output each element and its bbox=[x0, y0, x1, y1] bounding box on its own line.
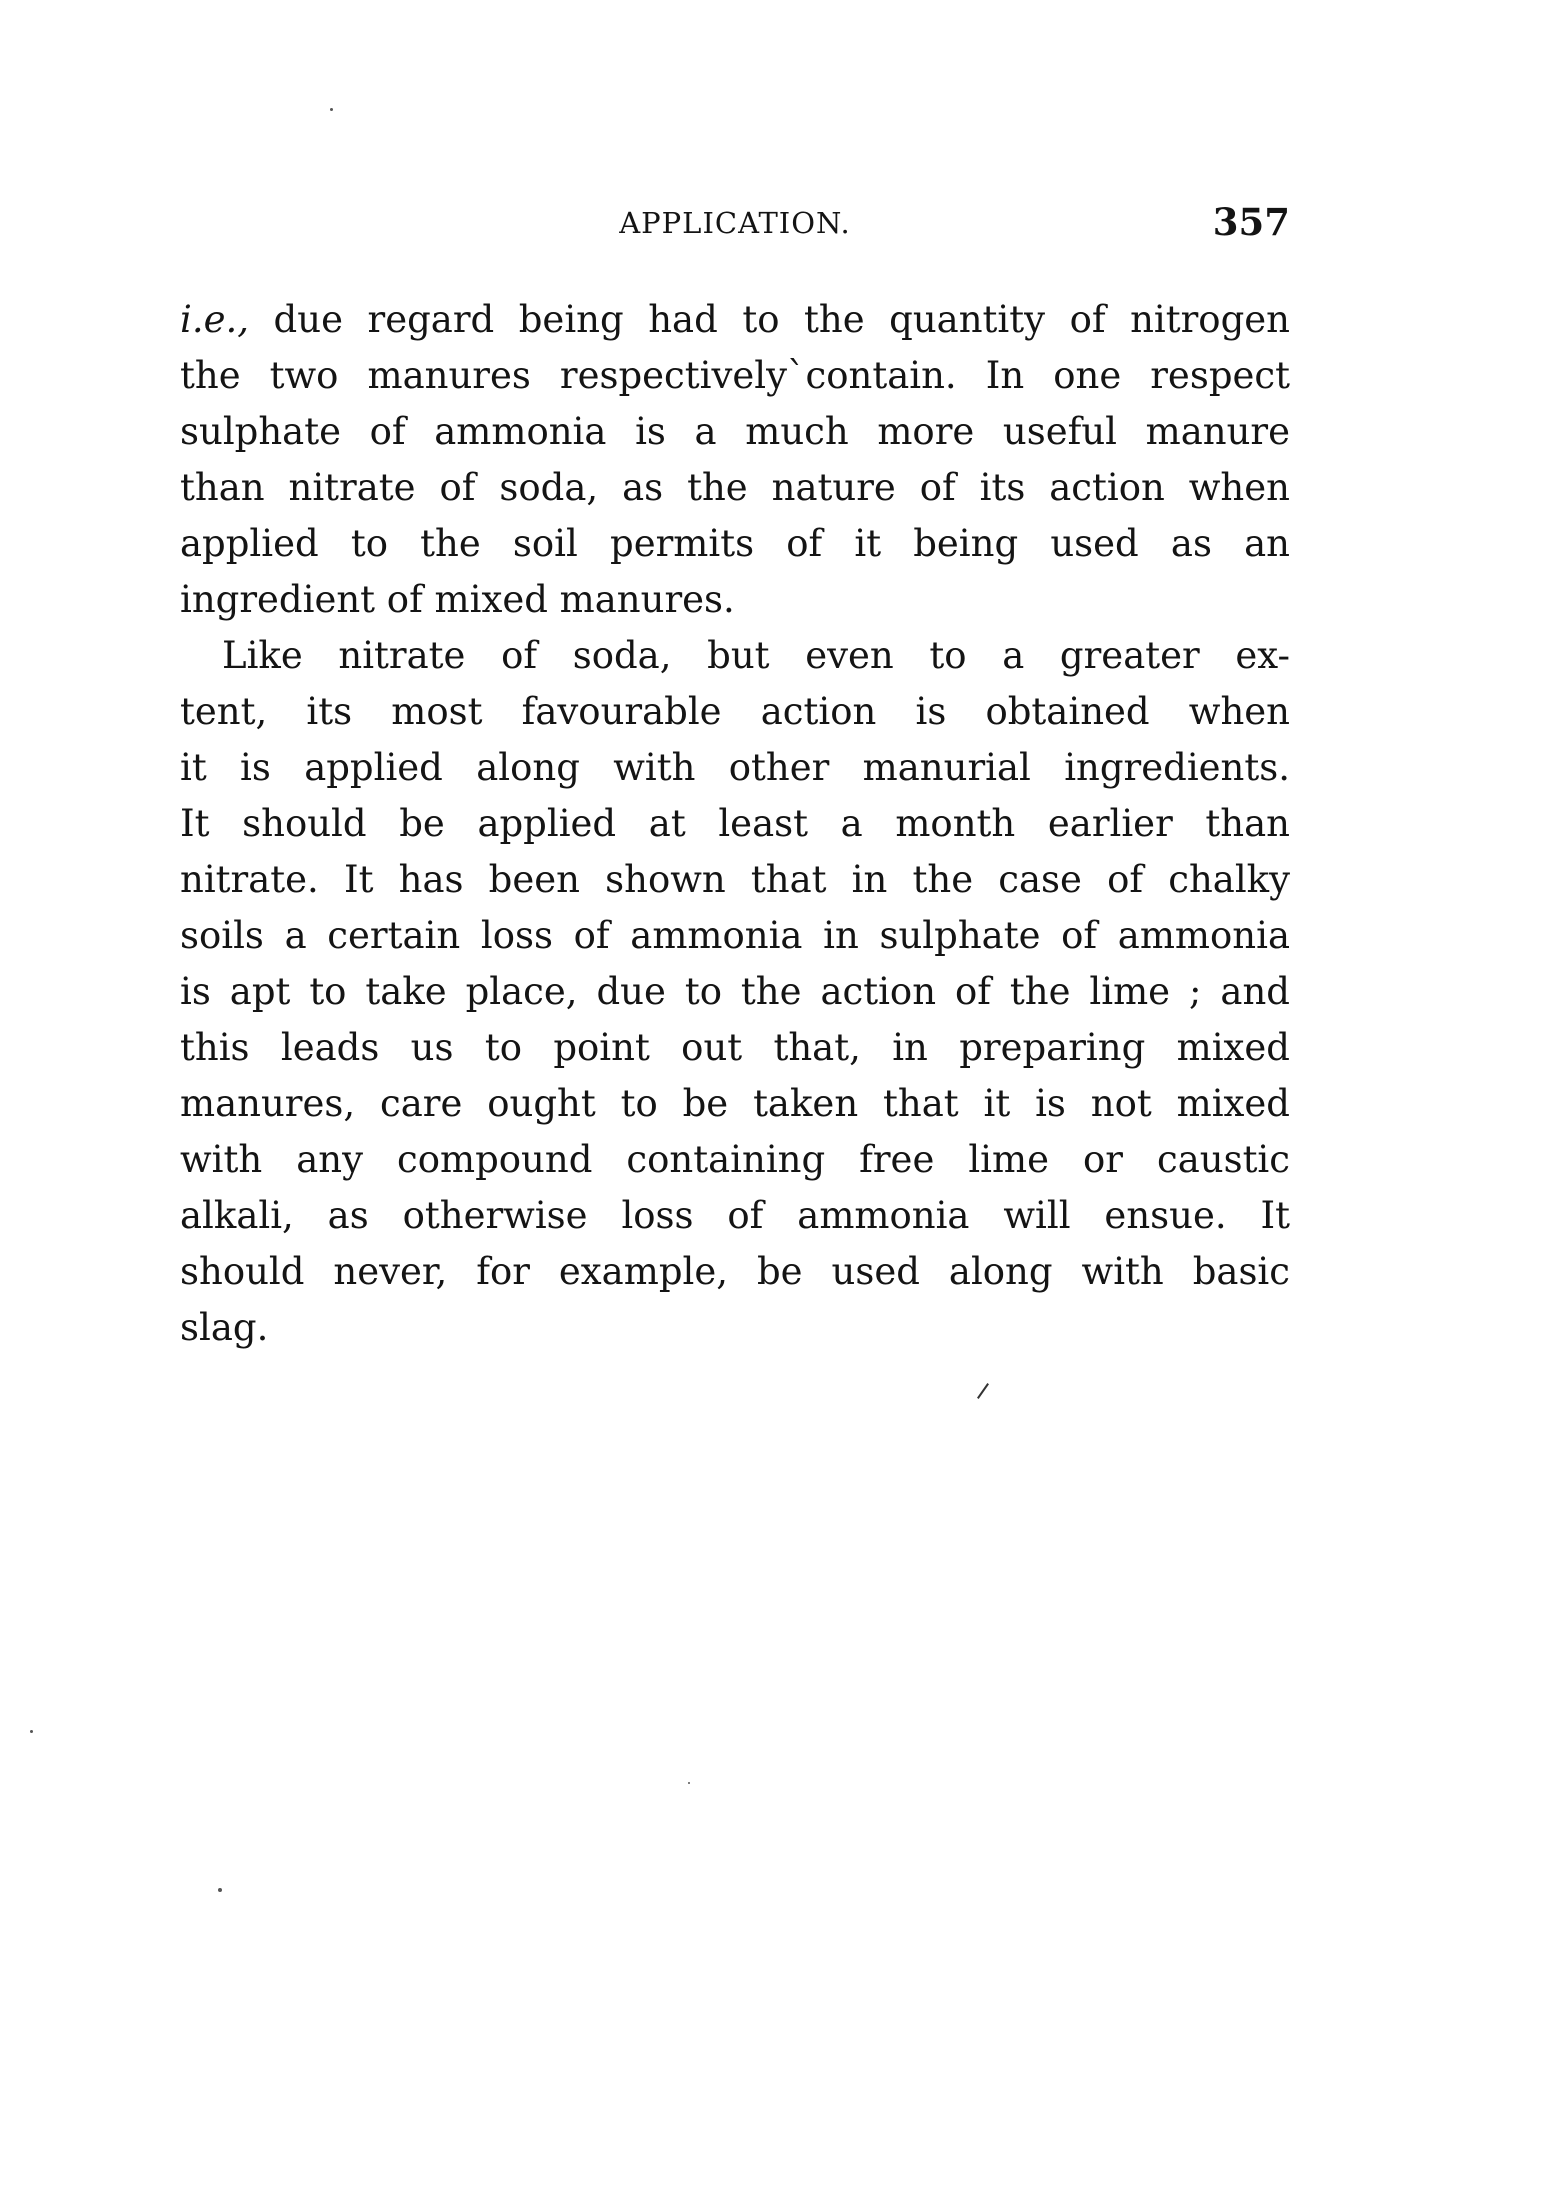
text-line: this leads us to point out that, in preparing mixed bbox=[180, 1026, 1290, 1069]
print-speck bbox=[30, 1730, 33, 1733]
text-line: is apt to take place, due to the action of the lime ; and bbox=[180, 970, 1290, 1013]
running-head bbox=[180, 200, 1290, 250]
print-speck bbox=[688, 1782, 690, 1784]
text-line: applied to the soil permits of it being used as an bbox=[180, 522, 1290, 565]
text-line: tent, its most favourable action is obtained when bbox=[180, 690, 1290, 733]
text-line-rest: due regard being had to the quantity of nitrogen bbox=[249, 298, 1290, 341]
text-line: sulphate of ammonia is a much more useful manure bbox=[180, 410, 1290, 453]
page-number: 357 bbox=[1212, 200, 1290, 244]
running-title: APPLICATION. bbox=[619, 206, 851, 240]
text-line: ingredient of mixed manures. bbox=[180, 578, 735, 621]
text-line: soils a certain loss of ammonia in sulphate of ammonia bbox=[180, 914, 1290, 957]
print-speck bbox=[218, 1888, 222, 1892]
italic-abbreviation: i.e., bbox=[180, 298, 250, 341]
text-line: Like nitrate of soda, but even to a greater ex- bbox=[222, 634, 1290, 677]
text-line: it is applied along with other manurial ingredients. bbox=[180, 746, 1290, 789]
text-line: nitrate. It has been shown that in the case of chalky bbox=[180, 858, 1290, 901]
print-stroke bbox=[977, 1383, 989, 1399]
text-line: alkali, as otherwise loss of ammonia will ensue. It bbox=[180, 1194, 1290, 1237]
text-line: the two manures respectively`contain. In one respect bbox=[180, 354, 1290, 397]
text-line: with any compound containing free lime or caustic bbox=[180, 1138, 1290, 1181]
text-line: than nitrate of soda, as the nature of its action when bbox=[180, 466, 1290, 509]
text-line: should never, for example, be used along with basic bbox=[180, 1250, 1290, 1293]
text-line: It should be applied at least a month earlier than bbox=[180, 802, 1290, 845]
print-speck bbox=[330, 108, 333, 111]
text-line: slag. bbox=[180, 1306, 269, 1349]
text-line: manures, care ought to be taken that it is not mixed bbox=[180, 1082, 1290, 1125]
text-line bbox=[180, 292, 1290, 348]
